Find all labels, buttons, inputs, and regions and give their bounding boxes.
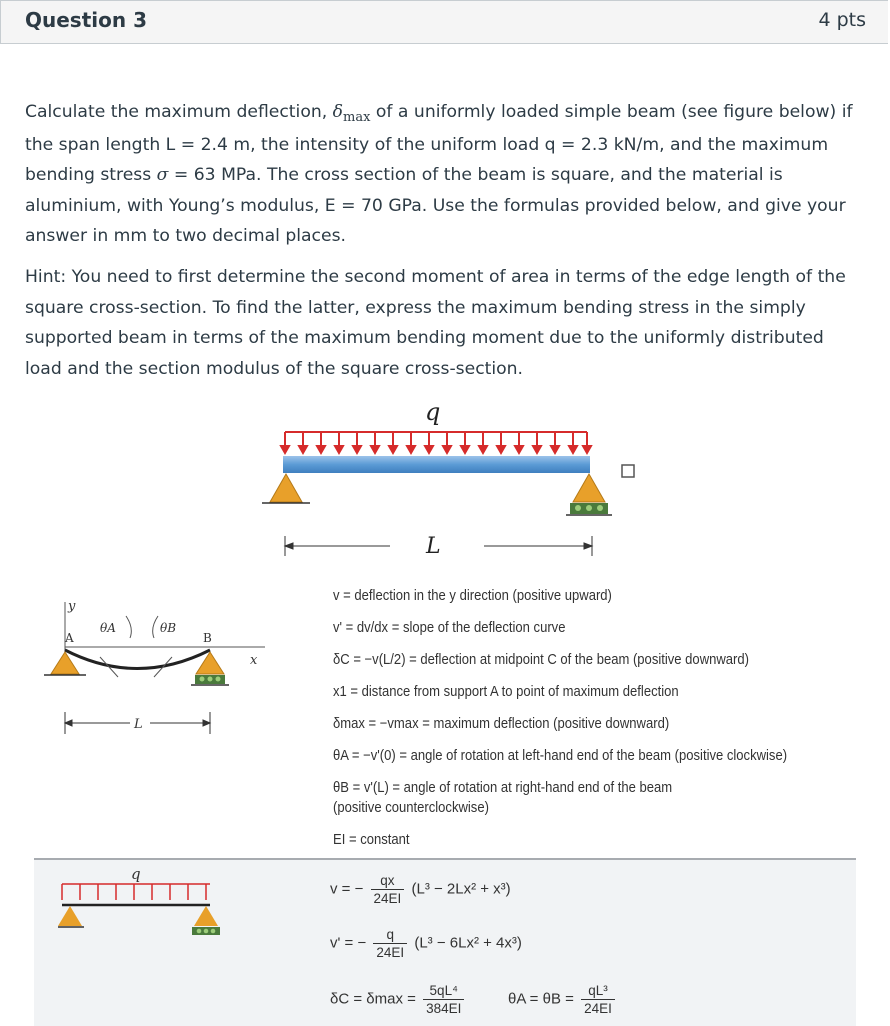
formula-panel [34, 858, 856, 1026]
deflected-beam [65, 650, 210, 669]
definition-x1: x1 = distance from support A to point of maximum deflection [333, 684, 679, 700]
definition-theta-b-note: (positive counterclockwise) [333, 800, 489, 816]
definition-delta-c: δC = −v(L/2) = deflection at midpoint C of the beam (positive downward) [333, 652, 750, 668]
question-points: 4 pts [818, 9, 866, 31]
load-label-q: q [425, 398, 441, 426]
hint-line-4: load and the section modulus of the square cross-section. [25, 358, 524, 379]
formula-v: v = − $\frac{qx}{24EI}$ (L³ − 2Lx² + x³) [330, 873, 511, 906]
distributed-load [281, 432, 591, 453]
cross-section-icon [622, 465, 634, 477]
question-header [0, 0, 888, 44]
roller-support-icon [573, 474, 605, 502]
span-label-L: L [426, 534, 441, 559]
deflection-diagram [40, 592, 300, 752]
hint-line-1: Hint: You need to first determine the second moment of area in terms of the edge length of the [25, 267, 846, 287]
hint-text [25, 262, 865, 384]
pin-support-icon [270, 474, 302, 502]
hint-line-3: supported beam in terms of the maximum bending moment due to the uniformly distributed [25, 328, 824, 348]
question-title: Question 3 [25, 8, 147, 32]
span-label-L: L [134, 717, 143, 732]
theta-b-label: θB [160, 621, 177, 635]
beam [283, 456, 590, 473]
definition-theta-b: θB = v'(L) = angle of rotation at right-hand end of the beam [333, 780, 673, 796]
question-line-3: bending stress σ = 63 MPa. The cross section of the beam is square, and the material is [25, 165, 783, 185]
question-line-4: aluminium, with Young’s modulus, E = 70 GPa. Use the formulas provided below, and give your [25, 195, 846, 216]
point-b-label: B [203, 631, 212, 645]
question-line-5: answer in mm to two decimal places. [25, 226, 346, 246]
definition-ei: EI = constant [333, 832, 410, 848]
x-axis-label: x [250, 653, 258, 668]
definition-v: v = deflection in the y direction (positive upward) [333, 588, 612, 604]
definition-slope: v' = dv/dx = slope of the deflection curve [333, 620, 566, 636]
beam-figure [0, 390, 890, 570]
formula-delta-max: δC = δmax = $\frac{\text{5qL⁴}}{384EI}$ [330, 982, 467, 1017]
question-text [25, 97, 865, 252]
question-line-1: Calculate the maximum deflection, $\delta_{max}$ of a uniformly loaded simple beam (see figure below) if [25, 102, 853, 125]
definition-theta-a: θA = −v'(0) = angle of rotation at left-hand end of the beam (positive clockwise) [333, 748, 788, 764]
definition-delta-max: δmax = −vmax = maximum deflection (positive downward) [333, 716, 670, 732]
point-a-label: A [65, 631, 74, 645]
y-axis-label: y [68, 599, 76, 614]
loaded-beam-small [58, 862, 238, 942]
small-load-label: q [131, 865, 141, 883]
formula-v-prime: v' = − $\frac{q}{24EI}$ (L³ − 6Lx² + 4x³) [330, 927, 522, 960]
theta-a-label: θA [100, 621, 116, 635]
formula-theta: θA = θB = $\frac{\text{qL³}}{24EI}$ [508, 982, 618, 1017]
hint-line-2: square cross-section. To find the latter, express the maximum bending stress in the simply [25, 297, 806, 318]
question-line-2: the span length L = 2.4 m, the intensity of the uniform load q = 2.3 kN/m, and the maximum [25, 134, 829, 155]
